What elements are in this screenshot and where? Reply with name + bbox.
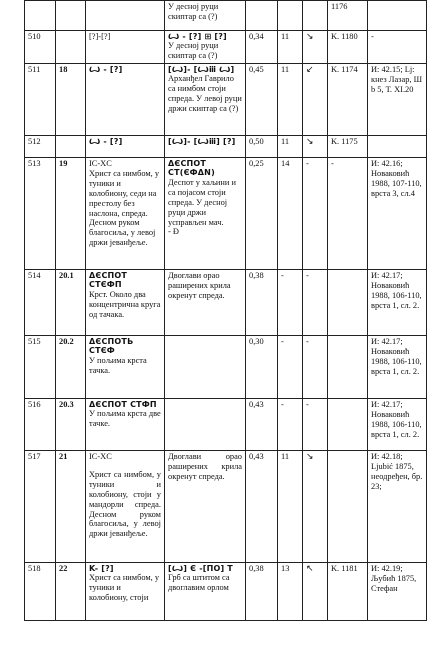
obverse-legend: ΔЄСПОТ СТЄФП (89, 271, 128, 290)
reverse-cell (165, 31, 246, 64)
reference: И: 42.17; Новаковић 1988, 106-110, врста 1, сл. 2. (368, 336, 427, 399)
obverse-legend: Ꙍ - [?] (89, 137, 123, 146)
size (278, 1, 303, 31)
collection: K. 1175 (328, 136, 368, 158)
entry-number: 514 (25, 270, 56, 336)
coin-catalogue-table (24, 0, 427, 621)
size: - (278, 336, 303, 399)
reference: И: 42.17; Новаковић 1988, 106-110, врста 1, сл. 2. (368, 399, 427, 451)
collection: - (328, 158, 368, 270)
obverse-cell (86, 136, 165, 158)
die-axis (303, 451, 328, 563)
reverse-cell (165, 451, 246, 563)
reverse-cell (165, 158, 246, 270)
table-row (25, 158, 427, 270)
reference: И: 42.16; Новаковић 1988, 107-110, врста 3, сл.4 (368, 158, 427, 270)
die-axis-icon: ↖ (306, 564, 314, 574)
entry-number: 515 (25, 336, 56, 399)
obverse-legend: ΔЄСПОТ СТФП (89, 400, 157, 409)
obverse-cell (86, 270, 165, 336)
obverse-cell (86, 64, 165, 136)
entry-number: 513 (25, 158, 56, 270)
size: 11 (278, 64, 303, 136)
obverse-cell (86, 451, 165, 563)
obverse-description: Христ са нимбом, у туники и колобиону, стоји (89, 573, 160, 603)
reverse-legend: ΔЄСПОТ СТ(ЄФΔN) (168, 159, 215, 178)
die-axis-icon: ↙ (306, 65, 314, 75)
reference: И: 42.17; Новаковић 1988, 106-110, врста 1, сл. 2. (368, 270, 427, 336)
table-row (25, 1, 427, 31)
reference: И: 42.18; Ljubić 1875, неодређен, бр. 23; (368, 451, 427, 563)
reverse-cell (165, 270, 246, 336)
weight: 0,50 (246, 136, 278, 158)
table-row (25, 399, 427, 451)
die-axis: - (303, 270, 328, 336)
die-axis-icon: ↘ (306, 137, 314, 147)
size: 11 (278, 136, 303, 158)
type-number (56, 1, 86, 31)
collection (328, 451, 368, 563)
size: - (278, 399, 303, 451)
reverse-cell (165, 336, 246, 399)
entry-number: 512 (25, 136, 56, 158)
reverse-description: Арханђел Гаврило са нимбом стоји спреда. У левој руци држи скиптар са (?) (168, 74, 242, 114)
table-row (25, 336, 427, 399)
die-axis (303, 563, 328, 621)
weight: 0,34 (246, 31, 278, 64)
weight: 0,43 (246, 451, 278, 563)
reverse-cell (165, 1, 246, 31)
reverse-legend: [Ꙍ]- [Ꙍⅲ Ꙍ] (168, 65, 235, 74)
entry-number: 510 (25, 31, 56, 64)
collection (328, 270, 368, 336)
die-axis-icon: ↘ (306, 32, 314, 42)
reverse-legend: Ꙍ - [?] ⊞ [?] (168, 32, 227, 41)
weight: 0,30 (246, 336, 278, 399)
reverse-description: Деспот у хаљини и са појасом стоји спреда. У десној руци држи усправљен мач. (168, 177, 236, 227)
entry-number: 518 (25, 563, 56, 621)
obverse-legend: IC-XC (89, 159, 112, 168)
entry-number: 516 (25, 399, 56, 451)
collection: K. 1181 (328, 563, 368, 621)
die-axis: - (303, 399, 328, 451)
reference (368, 136, 427, 158)
table-row (25, 270, 427, 336)
size: - (278, 270, 303, 336)
weight: 0,38 (246, 563, 278, 621)
table-row (25, 136, 427, 158)
reverse-legend: [Ꙍ]- [Ꙍⅲ] [?] (168, 137, 236, 146)
collection (328, 336, 368, 399)
table-row (25, 563, 427, 621)
entry-number (25, 1, 56, 31)
obverse-cell (86, 563, 165, 621)
obverse-description: У пољима крста тачка. (89, 355, 147, 375)
obverse-cell (86, 336, 165, 399)
reverse-mark: - Ð (168, 227, 179, 237)
reverse-description: Грб са штитом са двоглавим орлом (168, 573, 230, 593)
type-number: 22 (56, 563, 86, 621)
die-axis: - (303, 158, 328, 270)
reference: И: 42.15; Lj: кнез Лазар, Ш b 5, Т. XI.20 (368, 64, 427, 136)
reverse-description: Двоглави орао раширених крила окренут спреда. (168, 271, 231, 300)
obverse-legend: K- [?] (89, 564, 114, 573)
type-number: 20.1 (56, 270, 86, 336)
type-number: 21 (56, 451, 86, 563)
weight: 0,38 (246, 270, 278, 336)
table-row (25, 31, 427, 64)
obverse-description: Крст. Около два концентрична круга од тачака. (89, 289, 161, 319)
reverse-description: У десној руци скиптар са (?) (168, 41, 219, 61)
type-number (56, 31, 86, 64)
collection (328, 399, 368, 451)
reverse-description: Двоглави орао раширених крила окренут спреда. (168, 452, 242, 481)
collection: 1176 (328, 1, 368, 31)
obverse-cell (86, 158, 165, 270)
reverse-cell (165, 399, 246, 451)
obverse-description: Христ са нимбом, у туники и колобиону, седи на престолу без наслона, спреда. Десном руком благосиља, у левој држи јеванђеље. (89, 168, 160, 248)
type-number: 20.2 (56, 336, 86, 399)
reverse-description: У десној руци скиптар са (?) (168, 2, 219, 21)
weight: 0,43 (246, 399, 278, 451)
obverse-legend: [?]-[?] (89, 32, 111, 41)
table-row (25, 451, 427, 563)
reverse-cell (165, 563, 246, 621)
weight: 0,45 (246, 64, 278, 136)
obverse-cell (86, 31, 165, 64)
die-axis-icon: ↘ (306, 452, 314, 462)
reference: - (368, 31, 427, 64)
size: 11 (278, 31, 303, 64)
obverse-description: Христ са нимбом, у туники и колобиону, стоји у мандорли спреда. Десном руком благосиља, у левој држи јеванђеље. (89, 469, 161, 539)
table-row (25, 64, 427, 136)
entry-number: 511 (25, 64, 56, 136)
type-number (56, 136, 86, 158)
reverse-cell (165, 64, 246, 136)
obverse-cell (86, 1, 165, 31)
type-number: 18 (56, 64, 86, 136)
obverse-legend: Ꙍ - [?] (89, 65, 123, 74)
obverse-description: У пољима крста две тачке. (89, 409, 161, 429)
obverse-cell (86, 399, 165, 451)
reverse-cell (165, 136, 246, 158)
die-axis (303, 64, 328, 136)
size: 11 (278, 451, 303, 563)
weight: 0,25 (246, 158, 278, 270)
type-number: 19 (56, 158, 86, 270)
die-axis (303, 136, 328, 158)
collection: K. 1174 (328, 64, 368, 136)
obverse-legend: ΔЄСПОТЬ СТЄФ (89, 337, 134, 356)
entry-number: 517 (25, 451, 56, 563)
die-axis (303, 1, 328, 31)
collection: K. 1180 (328, 31, 368, 64)
reference (368, 1, 427, 31)
die-axis: - (303, 336, 328, 399)
obverse-legend: IC-XC (89, 452, 112, 461)
weight (246, 1, 278, 31)
type-number: 20.3 (56, 399, 86, 451)
size: 13 (278, 563, 303, 621)
reference: И: 42.19; Љубић 1875, Стефан (368, 563, 427, 621)
catalogue-page (24, 0, 426, 621)
size: 14 (278, 158, 303, 270)
die-axis (303, 31, 328, 64)
reverse-legend: [Ꙍ] Є -[ПО] Т (168, 564, 233, 573)
